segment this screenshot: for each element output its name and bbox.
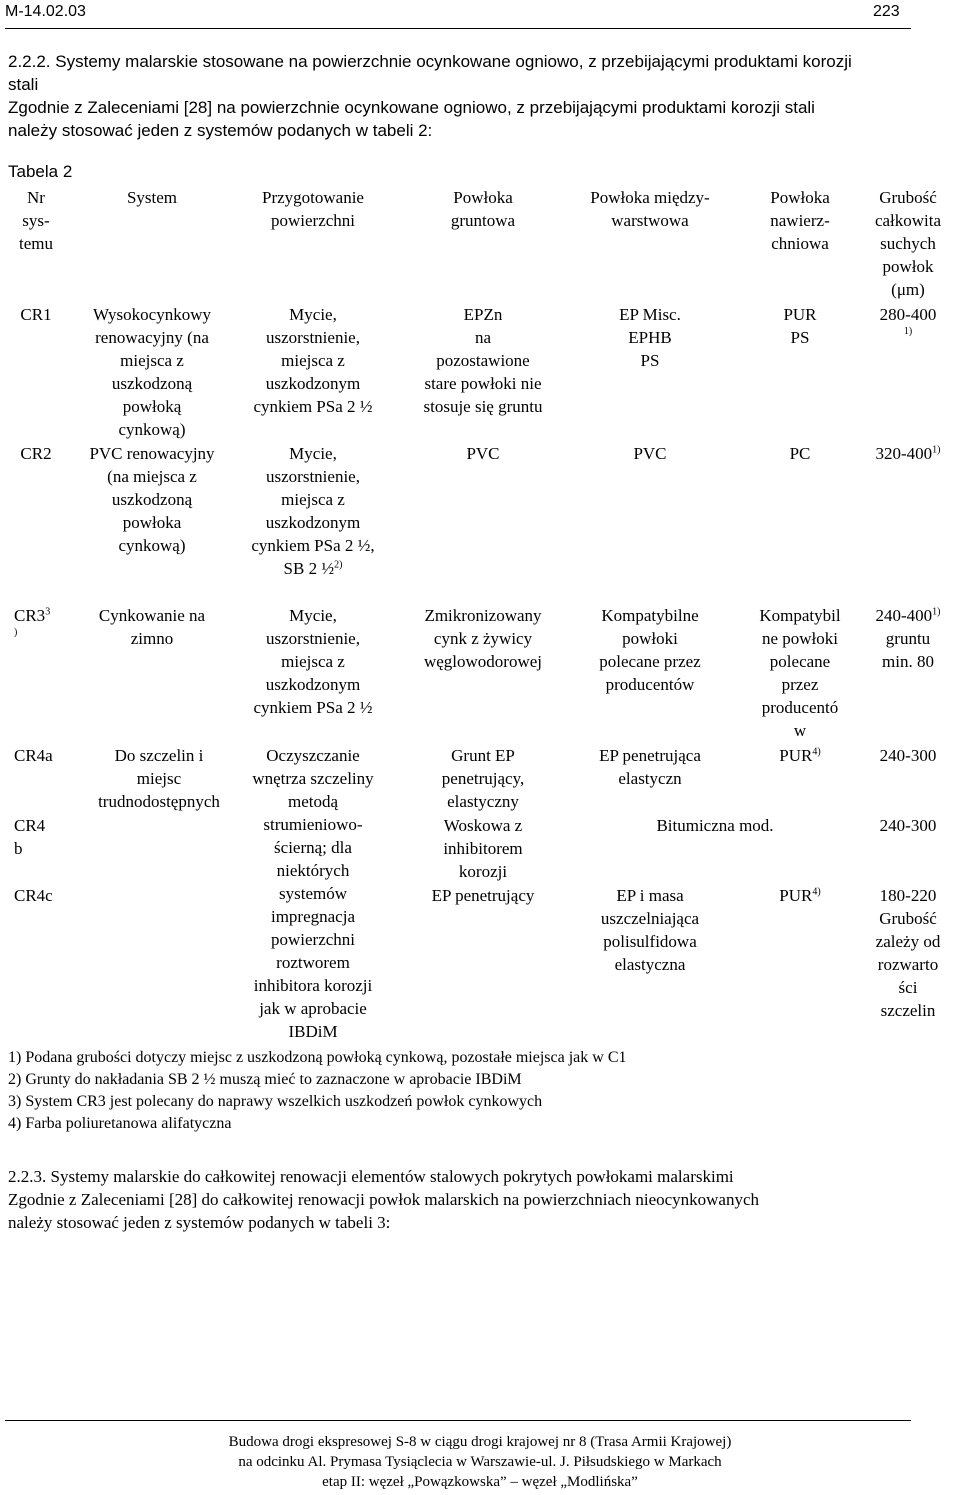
- footnote-3: 3) System CR3 jest polecany do naprawy wszelkich uszkodzeń powłok cynkowych: [8, 1093, 543, 1110]
- footnote-2: 2) Grunty do nakładania SB 2 ½ muszą mieć to zaznaczone w aprobacie IBDiM: [8, 1071, 522, 1088]
- header-inter: Powłoka między- warstwowa: [590, 188, 710, 230]
- cr3-system: Cynkowanie na zimno: [98, 606, 206, 648]
- cr1-system: Wysokocynkowy renowacyjny (na miejsca z uszkodzoną powłoką cynkową): [93, 305, 211, 439]
- cr4a-prep: Oczyszczanie wnętrza szczeliny metodą strumieniowo- ścierną; dla niektórych systemów impregnacja powierzchni roztworem inhibitora korozji jak w aprobacie IBDiM: [252, 746, 374, 1041]
- cr1-primer: EPZn na pozostawione stare powłoki nie stosuje się gruntu: [423, 305, 543, 416]
- cr2-inter: PVC: [633, 444, 667, 463]
- cr3-top: Kompatybil ne powłoki polecane przez producentó w: [759, 606, 841, 740]
- header-prep: Przygotowanie powierzchni: [262, 188, 364, 230]
- cr2-system: PVC renowacyjny (na miejsca z uszkodzoną powłoka cynkową): [89, 444, 215, 555]
- cr4a-inter: EP penetrująca elastyczn: [599, 746, 701, 788]
- cr4c-top: PUR$^{4)}$: [779, 886, 821, 905]
- cr1-nr: CR1: [20, 305, 52, 324]
- cr3-nr: $CR3^3$ ): [14, 606, 51, 638]
- cr2-top: PC: [789, 444, 811, 463]
- header-primer: Powłoka gruntowa: [450, 188, 516, 230]
- header-thickness: Grubość całkowita suchych powłok (μm): [874, 188, 942, 299]
- page-footer: Budowa drogi ekspresowej S-8 w ciągu drogi krajowej nr 8 (Trasa Armii Krajowej) na odcinku Al. Prymasa Tysiąclecia w Warszawie-ul. J. Piłsudskiego w Markach etap II: węzeł „Powązkowska” – węzeł „Modlińska”: [228, 1434, 732, 1490]
- cr4c-thickness: 180-220 Grubość zależy od rozwarto ści szczelin: [875, 886, 941, 1020]
- cr4a-primer: Grunt EP penetrujący, elastyczny: [441, 746, 525, 811]
- cr2-thickness: 320-400$^{1)}$: [875, 444, 941, 463]
- cr1-inter: EP Misc. EPHB PS: [619, 305, 681, 370]
- page-number: 223: [873, 3, 900, 20]
- section-222-heading: 2.2.2. Systemy malarskie stosowane na powierzchnie ocynkowane ogniowo, z przebijającymi produktami korozji stali Zgodnie z Zaleceniami [28] na powierzchnie ocynkowane ogniowo, z przebijającymi produktami korozji stali należy stosować jeden z systemów podanych w tabeli 2:: [8, 52, 852, 140]
- header-nr: Nr sys- temu: [19, 188, 53, 253]
- footnotes: [8, 1047, 627, 1135]
- cr4b-primer: Woskowa z inhibitorem korozji: [443, 816, 523, 881]
- cr4a-nr: CR4a: [14, 746, 53, 765]
- cr4a-thickness: 240-300: [879, 746, 937, 765]
- header-system: System: [126, 188, 178, 207]
- cr4b-thickness: 240-300: [879, 816, 937, 835]
- section-223: 2.2.3. Systemy malarskie do całkowitej renowacji elementów stalowych pokrytych powłokami malarskimi Zgodnie z Zaleceniami [28] do całkowitej renowacji powłok malarskich na powierzchniach nieocynkowanych należy stosować jeden z systemów podanych w tabeli 3:: [8, 1167, 760, 1232]
- cr3-thickness: 240-400$^{1)}$ gruntu min. 80: [875, 606, 941, 671]
- header-top: Powłoka nawierz- chniowa: [770, 188, 830, 253]
- header-rule: [5, 28, 911, 29]
- doc-code: M-14.02.03: [5, 3, 86, 20]
- cr4a-system: Do szczelin i miejsc trudnodostępnych: [98, 746, 220, 811]
- cr3-prep: Mycie, uszorstnienie, miejsca z uszkodzonym cynkiem PSa 2 ½: [253, 606, 373, 717]
- cr4c-inter: EP i masa uszczelniająca polisulfidowa elastyczna: [600, 886, 700, 974]
- cr3-inter: Kompatybilne powłoki polecane przez producentów: [599, 606, 701, 694]
- footnote-4: 4) Farba poliuretanowa alifatyczna: [8, 1115, 232, 1132]
- footer-rule: [5, 1420, 911, 1421]
- cr4b-inter-top: Bitumiczna mod.: [656, 816, 774, 835]
- cr4c-nr: CR4c: [14, 886, 53, 905]
- table-caption: Tabela 2: [8, 162, 73, 181]
- cr4c-primer: EP penetrujący: [431, 886, 535, 905]
- cr4a-top: PUR$^{4)}$: [779, 746, 821, 765]
- footnote-1: 1) Podana grubości dotyczy miejsc z uszkodzoną powłoką cynkową, pozostałe miejsca jak w C1: [8, 1049, 627, 1066]
- cr3-primer: Zmikronizowany cynk z żywicy węglowodorowej: [423, 606, 543, 671]
- cr1-top: PUR PS: [783, 305, 817, 347]
- cr4b-nr: CR4 b: [14, 816, 46, 858]
- cr1-prep: Mycie, uszorstnienie, miejsca z uszkodzonym cynkiem PSa 2 ½: [253, 305, 373, 416]
- cr2-primer: PVC: [466, 444, 500, 463]
- cr1-thickness: 280-400 1): [879, 305, 937, 337]
- cr2-prep: Mycie, uszorstnienie, miejsca z uszkodzonym cynkiem PSa 2 ½, SB 2 ½$^{2)}$: [251, 444, 375, 578]
- cr2-nr: CR2: [20, 444, 52, 463]
